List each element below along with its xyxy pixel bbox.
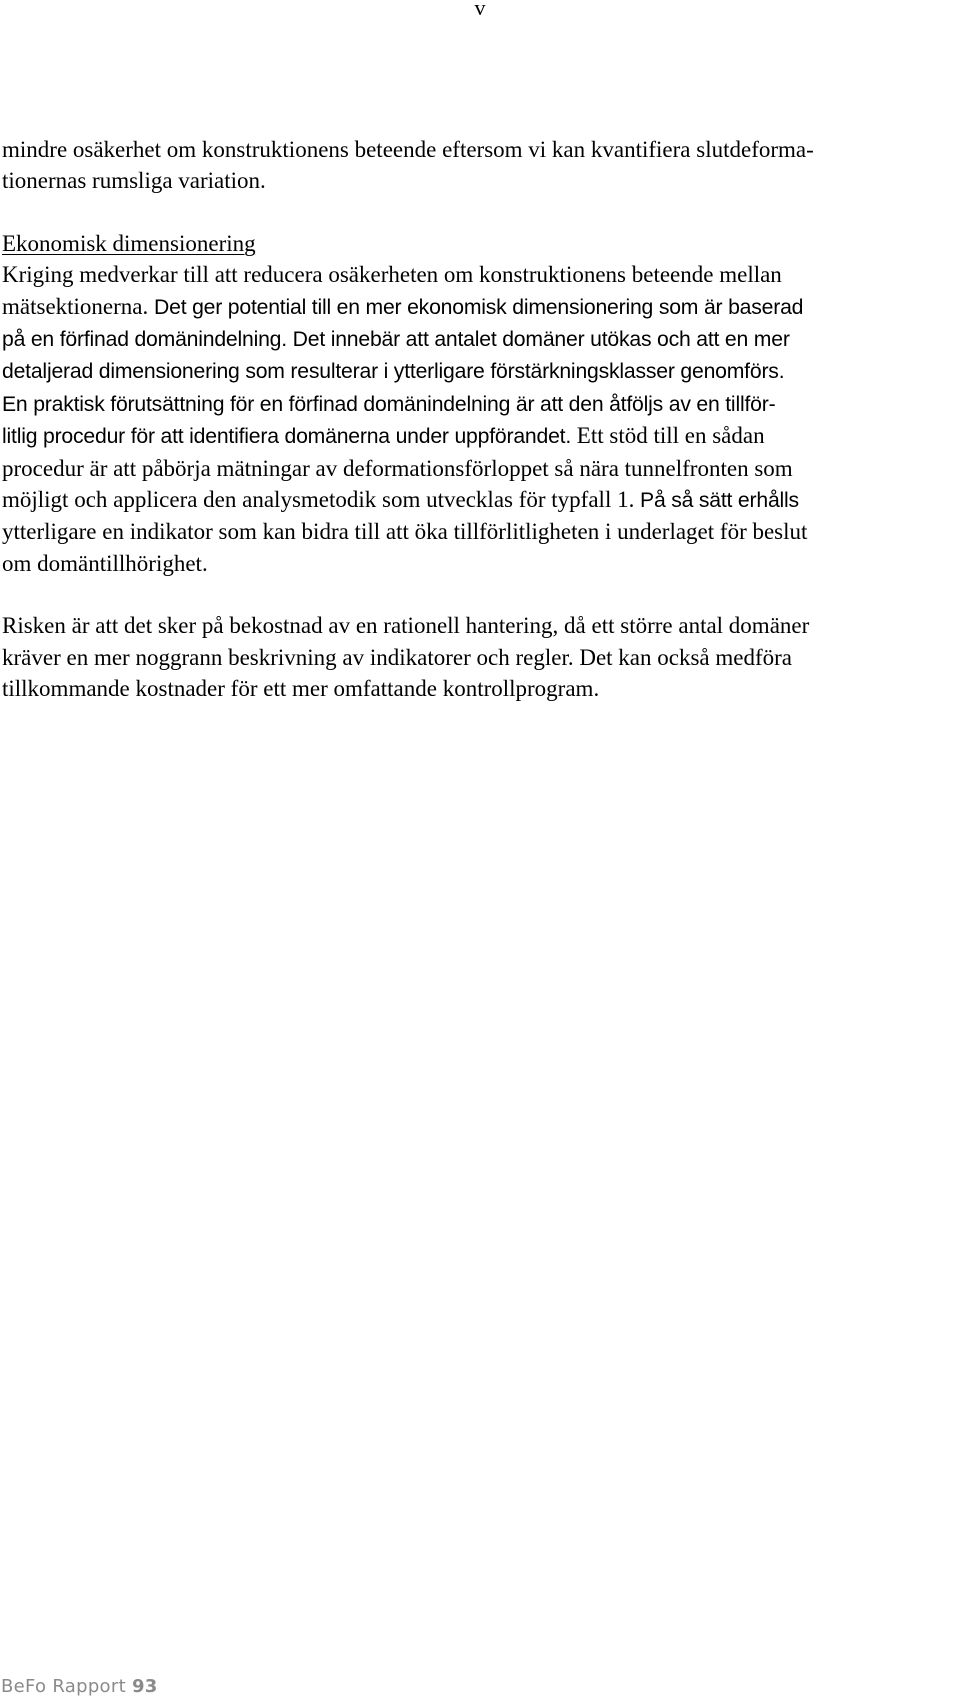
section-heading: Ekonomisk dimensionering xyxy=(2,230,256,256)
text-line: Kriging medverkar till att reducera osäkerheten om konstruktionens beteende mellan xyxy=(2,262,782,288)
report-footer xyxy=(1,1676,158,1698)
footer-label: BeFo Rapport xyxy=(1,1676,126,1697)
text-line: Det innebär att antalet domäner utökas och att en mer xyxy=(286,328,790,352)
page-number: v xyxy=(474,0,486,20)
text-line: Ett stöd till en sådan xyxy=(571,423,765,449)
economic-dimensioning-section xyxy=(2,228,957,579)
text-line: Det ger potential till en mer ekonomisk dimensionering som är baserad xyxy=(154,295,804,319)
footer-page-number: 93 xyxy=(131,1676,158,1697)
text-line: på en förfinad domänindelning. xyxy=(2,328,287,352)
text-line: möjligt och applicera den analysmetodik som utvecklas för typfall 1. xyxy=(2,487,635,513)
text-line: litlig procedur för att identifiera domänerna under uppförandet. xyxy=(2,425,572,449)
document-body xyxy=(2,134,957,705)
intro-paragraph xyxy=(2,134,957,197)
text-line: kräver en mer noggrann beskrivning av indikatorer och regler. Det kan också medföra xyxy=(2,644,793,670)
text-line: tillkommande kostnader för ett mer omfattande kontrollprogram. xyxy=(2,676,600,702)
text-line: om domäntillhörighet. xyxy=(2,550,208,576)
text-line: Risken är att det sker på bekostnad av en rationell hantering, då ett större antal domäner xyxy=(2,613,810,639)
risk-paragraph xyxy=(2,610,957,704)
paragraph-spacer xyxy=(2,197,957,228)
text-line: På så sätt erhålls xyxy=(634,489,799,513)
text-line: detaljerad dimensionering som resulterar i ytterligare förstärkningsklasser genomförs. xyxy=(2,360,785,384)
text-line: mätsektionerna. xyxy=(2,293,155,319)
text-line: procedur är att påbörja mätningar av deformationsförloppet så nära tunnelfronten som xyxy=(2,455,793,481)
paragraph-spacer xyxy=(2,579,957,610)
text-line: mindre osäkerhet om konstruktionens beteende eftersom vi kan kvantifiera slutdeforma- xyxy=(2,137,814,162)
text-line: En praktisk förutsättning för en förfinad domänindelning är att den åtföljs av en tillför- xyxy=(2,392,776,416)
text-line: ytterligare en indikator som kan bidra till att öka tillförlitligheten i underlaget för beslut xyxy=(2,519,808,545)
text-line: tionernas rumsliga variation. xyxy=(2,168,266,194)
